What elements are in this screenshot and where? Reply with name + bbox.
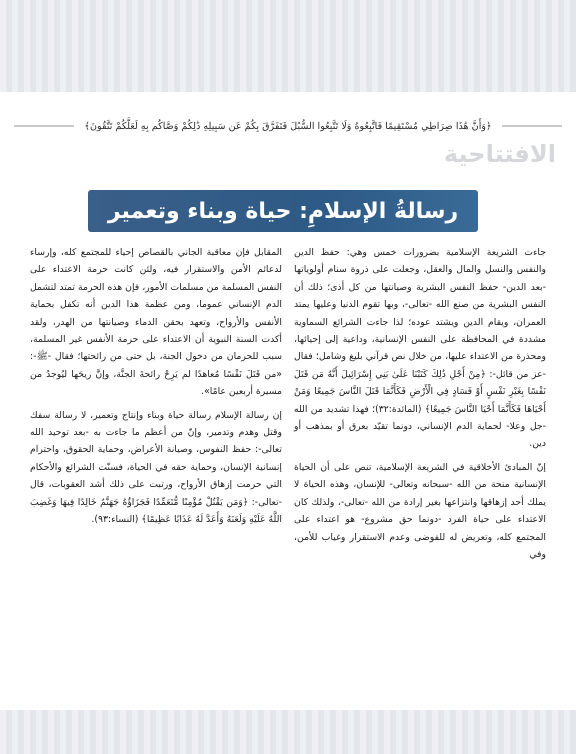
title-banner: [88, 190, 478, 232]
paragraph: إن رسالة الإسلام رسالة حياة وبناء وإنتاج وتعمير، لا رسالة سفك وقتل وهدم وتدمير، وإنّ من أعظم ما جاءت به -بعد توحيد الله تعالى-: حفظ النفوس، وصيانة الأعراض، وحماية الحقوق، واحترام إنسانية الإنسان، وحماية حقه في الحياة، فسنّت الشرائع والأحكام التي حرمت إزهاق الأرواح، ورتبت على ذلك أشد العقوبات، قال -تعالى-: ﴿وَمَن يَقْتُلْ مُؤْمِنًا مُّتَعَمِّدًا فَجَزَاؤُهُ جَهَنَّمُ خَالِدًا فِيهَا وَغَضِبَ اللَّهُ عَلَيْهِ وَلَعَنَهُ وَأَعَدَّ لَهُ عَذَابًا عَظِيمًا﴾ (النساء:٩٣).: [30, 409, 282, 526]
top-decorative-band: [0, 0, 576, 92]
article-column-left: [30, 244, 282, 535]
paragraph: المقابل فإن معاقبة الجاني بالقصاص إحياء للمجتمع كله، وإرساء لدعائم الأمن والاستقرار فيه، ولئن كانت حرمة الاعتداء على النفس المسلمة من مسلمات الأمور، فإن هذه الحرمة تمتد لتشمل الدم الإنساني عموما، ومن عظمة هذا الدين أنه تكفل بحماية الأنفس والأرواح، وتعهد بحقن الدماء وصيانتها من الهدر، ولقد أكدت السنة النبوية أن الاعتداء على حرمة الأنفس غير المسلمة، سبب للحرمان من دخول الجنة، بل حتى من رائحتها؛ فقال -ﷺ-: «من قَتَلَ نَفْسًا مُعاهدًا لم يَرِحْ رائحةَ الجنَّة، وإنَّ ريحَها ليُوجدُ من مسيرة أربعين عامًا».: [30, 247, 282, 398]
article-title: رسالةُ الإسلامِ: حياة وبناء وتعمير: [107, 198, 459, 224]
verse-banner: [14, 112, 562, 140]
paragraph: إنّ المبادئ الأخلاقية في الشريعة الإسلامية، تنص على أن الحياة الإنسانية منحة من الله -سبحانه وتعالى- للإنسان، وهذه الحياة لا يملك أحد إزهاقها وانتزاعها بغير إرادة من الله -تعالى-، ولذلك كان الاعتداء على حياة الفرد -دونما حق مشروع- هو اعتداء على المجتمع كله، وتعريض له للفوضى وعدم الاستقرار وغياب للأمن، وفي: [294, 461, 546, 560]
paragraph: جاءت الشريعة الإسلامية بضرورات خمس وهي: حفظ الدين والنفس والنسل والمال والعقل، وجعلت على ذروة سنام أولوياتها -بعد الدين- حفظ النفس البشرية وصيانتها من كل أذى؛ ذلك أن النفس البشرية من صنع الله -تعالى-، وبها تقوم الدنيا وعليها يمتد العمران، ويقام الدين ويشتد عوده؛ لذا جاءت الشرائع السماوية مشددة في المحافظة على النفس الإنسانية، وداعية إلى إحيائها، ومحذرة من الاعتداء عليها، من خلال نص قرآني بليغ وشامل؛ فقال -عز من قائل-: ﴿مِنْ أَجْلِ ذَٰلِكَ كَتَبْنَا عَلَىٰ بَنِي إِسْرَائِيلَ أَنَّهُ مَن قَتَلَ نَفْسًا بِغَيْرِ نَفْسٍ أَوْ فَسَادٍ فِي الْأَرْضِ فَكَأَنَّمَا قَتَلَ النَّاسَ جَمِيعًا وَمَنْ أَحْيَاهَا فَكَأَنَّمَا أَحْيَا النَّاسَ جَمِيعًا﴾ (المائدة:٣٢)؛ فهذا تشديد من الله -جل وعلا- لحماية الدم الإنساني، دونما تقيّد بعرق أو بمذهب أو دين.: [294, 247, 547, 450]
quran-verse: ﴿وَأَنَّ هَٰذَا صِرَاطِي مُسْتَقِيمًا فَاتَّبِعُوهُ وَلَا تَتَّبِعُوا السُّبُلَ فَتَفَرَّقَ بِكُمْ عَن سَبِيلِهِ ذَٰلِكُمْ وَصَّاكُم بِهِ لَعَلَّكُمْ تَتَّقُونَ﴾: [74, 121, 501, 132]
bottom-decorative-band: [0, 710, 576, 754]
section-label: الافتتاحية: [443, 140, 556, 168]
article-column-right: [294, 244, 546, 569]
